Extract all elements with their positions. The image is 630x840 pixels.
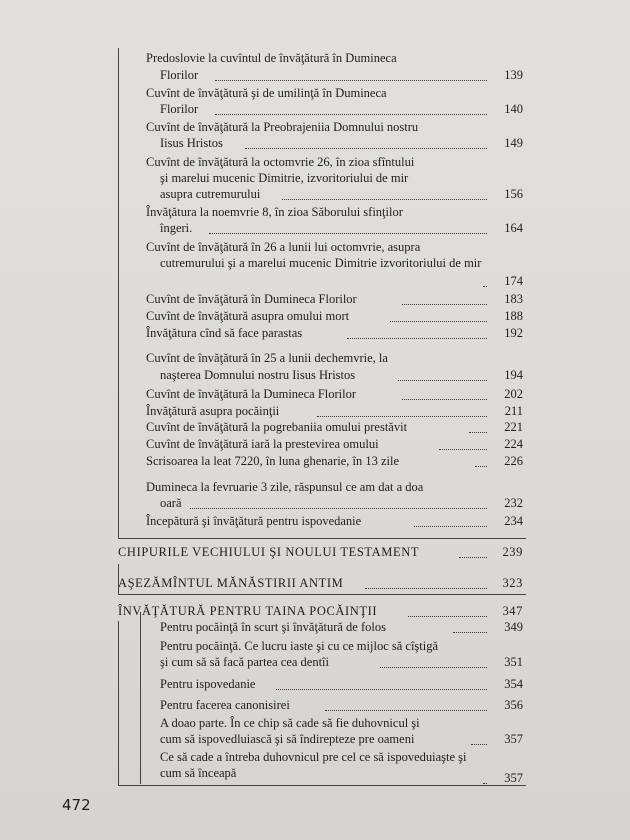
entry-page-number: 357 [504, 771, 523, 785]
entry-page-number: 140 [504, 102, 523, 116]
entry-text: Florilor [160, 102, 199, 116]
entry-text: Pentru facerea canonisirei [160, 698, 290, 712]
dot-leader [459, 557, 487, 558]
entry-page-number: 188 [504, 309, 523, 323]
entry-page-number: 164 [504, 221, 523, 235]
divider [118, 594, 526, 595]
dot-leader [190, 508, 487, 509]
dot-leader [483, 783, 487, 784]
entry-text: Scrisoarea la leat 7220, în luna ghenarie, în 13 zile [146, 454, 400, 468]
entry-page-number: 139 [504, 68, 523, 82]
dot-leader [483, 286, 487, 287]
entry-text: Cuvînt de învăţătură la Preobrajeniia Domnului nostru [146, 120, 419, 134]
entry-text: Cuvînt de învăţătură la Dumineca Florilor [146, 387, 357, 401]
section-page-number: 347 [502, 604, 523, 618]
entry-text: Începătură şi învăţătură pentru ispovedanie [146, 514, 362, 528]
dot-leader [475, 466, 487, 467]
entry-page-number: 349 [504, 620, 523, 634]
entry-page-number: 354 [504, 677, 523, 691]
entry-page-number: 174 [504, 274, 523, 288]
entry-text: Pentru pocăinţă. Ce lucru iaste şi cu ce mijloc să cîştigă [160, 639, 439, 653]
dot-leader [276, 689, 487, 690]
entry-text: şi marelui mucenic Dimitrie, izvoritoriului de mir [160, 171, 409, 185]
entry-text: îngeri. [160, 221, 193, 235]
entry-text: Pentru pocăinţă în scurt şi învăţătură de folos [160, 620, 386, 634]
entry-text: Cuvînt de învăţătură asupra omului mort [146, 309, 350, 323]
dot-leader [282, 199, 487, 200]
page-number: 472 [62, 796, 91, 814]
entry-text: Iisus Hristos [160, 136, 223, 150]
dot-leader [390, 321, 487, 322]
dot-leader [471, 744, 487, 745]
entry-page-number: 224 [504, 437, 523, 451]
divider [118, 564, 119, 594]
entry-text: cutremurului şi a marelui mucenic Dimitrie izvoritoriului de mir [160, 256, 482, 270]
entry-page-number: 192 [504, 326, 523, 340]
dot-leader [347, 338, 487, 339]
entry-text: Cuvînt de învăţătură în 25 a lunii dechemvrie, la [146, 351, 388, 365]
entry-page-number: 183 [504, 292, 523, 306]
dot-leader [317, 416, 487, 417]
dot-leader [439, 449, 487, 450]
section-title[interactable]: ÎNVĂŢĂTURĂ PENTRU TAINA POCĂINŢII [118, 604, 378, 618]
entry-text: Pentru ispovedanie [160, 677, 256, 691]
entry-page-number: 234 [504, 514, 523, 528]
entry-page-number: 232 [504, 496, 523, 510]
dot-leader [408, 616, 487, 617]
dot-leader [402, 304, 487, 305]
dot-leader [398, 380, 487, 381]
entry-text: asupra cutremurului [160, 187, 261, 201]
entry-page-number: 211 [504, 404, 523, 418]
divider [118, 48, 119, 538]
section-page-number: 239 [502, 545, 523, 559]
divider [140, 612, 141, 784]
entry-page-number: 351 [504, 655, 523, 669]
entry-text: Învăţătura cînd să face parastas [146, 326, 303, 340]
dot-leader [365, 588, 487, 589]
entry-text: Dumineca la fevruarie 3 zile, răspunsul ce am dat a doa [146, 480, 424, 494]
entry-text: Învăţătura la noemvrie 8, în zioa Săborului sfinţilor [146, 205, 403, 219]
entry-page-number: 357 [504, 732, 523, 746]
section-title[interactable]: AŞEZĂMÎNTUL MĂNĂSTIRII ANTIM [118, 576, 344, 590]
entry-text: Cuvînt de învăţătură în 26 a lunii lui octomvrie, asupra [146, 240, 421, 254]
dot-leader [215, 114, 487, 115]
dot-leader [402, 399, 487, 400]
entry-page-number: 221 [504, 420, 523, 434]
entry-page-number: 226 [504, 454, 523, 468]
entry-page-number: 156 [504, 187, 523, 201]
dot-leader [215, 80, 487, 81]
entry-page-number: 356 [504, 698, 523, 712]
divider [118, 538, 526, 539]
divider [118, 785, 526, 786]
dot-leader [469, 432, 487, 433]
entry-page-number: 149 [504, 136, 523, 150]
entry-text: Cuvînt de învăţătură iară la prestevirea omului [146, 437, 379, 451]
section-title[interactable]: CHIPURILE VECHIULUI ŞI NOULUI TESTAMENT [118, 545, 420, 559]
entry-text: oară [160, 496, 182, 510]
dot-leader [209, 233, 487, 234]
entry-text: Învăţătură asupra pocăinţii [146, 404, 280, 418]
entry-text: Ce să cade a întreba duhovnicul pre cel ce să ispoveduiaşte şi cum să înceapă [160, 750, 467, 780]
dot-leader [245, 148, 487, 149]
entry-text: Predoslovie la cuvîntul de învăţătură în Dumineca [146, 51, 397, 65]
entry-text: Cuvînt de învăţătură şi de umilinţă în Dumineca [146, 86, 387, 100]
dot-leader [453, 632, 487, 633]
entry-page-number: 194 [504, 368, 523, 382]
entry-text: cum să ispovedluiască şi să îndirepteze pre oameni [160, 732, 415, 746]
entry-text: Cuvînt de învăţătură la pogrebaniia omului prestăvit [146, 420, 408, 434]
dot-leader [414, 526, 487, 527]
section-page-number: 323 [502, 576, 523, 590]
entry-text: naşterea Domnului nostru Iisus Hristos [160, 368, 356, 382]
dot-leader [325, 710, 487, 711]
entry-page-number: 202 [504, 387, 523, 401]
entry-text: A doao parte. În ce chip să cade să fie duhovnicul şi [160, 716, 420, 730]
entry-text: Florilor [160, 68, 199, 82]
entry-text: Cuvînt de învăţătură în Dumineca Florilor [146, 292, 357, 306]
entry-text: Cuvînt de învăţătură la octomvrie 26, în zioa sfîntului [146, 155, 415, 169]
divider [118, 621, 119, 785]
entry-text: şi cum să să facă partea cea dentîi [160, 655, 330, 669]
dot-leader [380, 667, 488, 668]
